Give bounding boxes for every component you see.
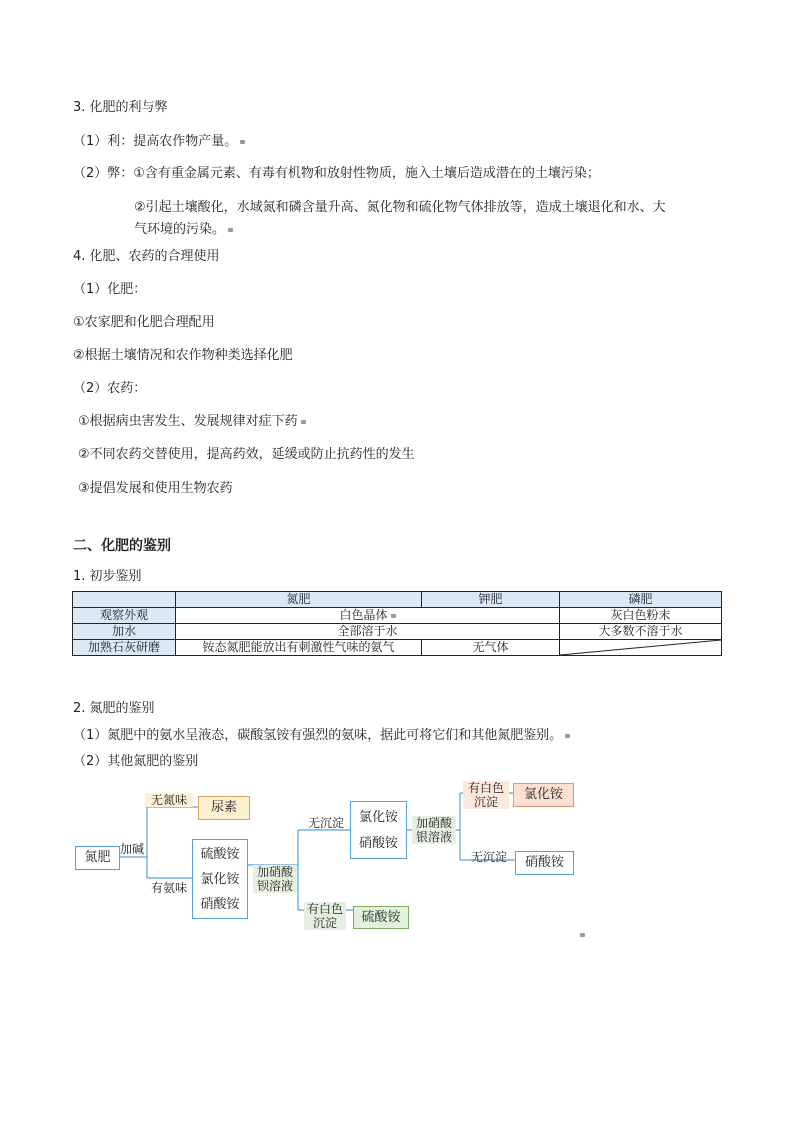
fertilizer-subtitle: （1）化肥： bbox=[73, 282, 147, 297]
flow-group1-item: 氯化铵 bbox=[200, 872, 240, 887]
row-label-appearance: 观察外观 bbox=[73, 608, 176, 624]
flow-label-no-precipitate-1: 无沉淀 bbox=[307, 816, 344, 830]
nitrogen-identification-title: 2. 氮肥的鉴别 bbox=[73, 701, 155, 716]
flow-node-ammonium-sulfate: 硫酸铵 bbox=[353, 906, 409, 929]
flow-node-ammonium-chloride: 氯化铵 bbox=[513, 783, 574, 807]
benefit-line: （1）利：提高农作物产量。 bbox=[73, 133, 245, 151]
harm-line-3: 气环境的污染。 bbox=[134, 221, 233, 239]
flow-group1-item: 硝酸铵 bbox=[200, 897, 240, 912]
flow-label-no-smell: 无氮味 bbox=[145, 793, 193, 807]
row-label-lime: 加熟石灰研磨 bbox=[73, 640, 176, 656]
nitrogen-p1: （1）氮肥中的氨水呈液态，碳酸氢铵有强烈的氨味，据此可将它们和其他氮肥鉴别。 bbox=[73, 727, 570, 745]
flow-start-nitrogen: 氮肥 bbox=[75, 846, 120, 870]
pesticide-item-1: ①根据病虫害发生、发展规律对症下药 bbox=[78, 413, 306, 431]
section3-title: 3. 化肥的利与弊 bbox=[73, 100, 168, 115]
fertilizer-item-2: ②根据土壤情况和农作物种类选择化肥 bbox=[73, 348, 293, 363]
pesticide-item-3: ③提倡发展和使用生物农药 bbox=[78, 481, 233, 496]
flow-label-no-precipitate-2: 无沉淀 bbox=[470, 850, 507, 864]
cell-water-p: 大多数不溶于水 bbox=[560, 624, 722, 640]
flow-label-white-precipitate-1: 有白色 沉淀 bbox=[304, 902, 346, 930]
nitrogen-p2: （2）其他氮肥的鉴别 bbox=[73, 754, 199, 769]
initial-identification-title: 1. 初步鉴别 bbox=[73, 569, 142, 584]
flow-label-white-precipitate-2: 有白色 沉淀 bbox=[463, 781, 509, 809]
pesticide-subtitle: （2）农药： bbox=[73, 381, 147, 396]
cell-lime-k: 无气体 bbox=[422, 640, 560, 656]
section4-title: 4. 化肥、农药的合理使用 bbox=[73, 249, 220, 264]
table-header-potassium: 钾肥 bbox=[422, 592, 560, 608]
flow-node-group1 bbox=[192, 839, 248, 919]
fertilizer-item-1: ①农家肥和化肥合理配用 bbox=[73, 315, 215, 330]
flow-group1-item: 硫酸铵 bbox=[200, 847, 240, 862]
pesticide-item-2: ②不同农药交替使用，提高药效，延缓或防止抗药性的发生 bbox=[78, 447, 415, 462]
flow-group2-item: 氯化铵 bbox=[358, 810, 398, 825]
cell-lime-n: 铵态氮肥能放出有刺激性气味的氨气 bbox=[176, 640, 422, 656]
flow-label-add-barium-nitrate: 加硝酸 钡溶液 bbox=[253, 865, 297, 893]
table-header-nitrogen: 氮肥 bbox=[176, 592, 422, 608]
flow-label-add-silver-nitrate: 加硝酸 银溶液 bbox=[412, 816, 456, 844]
flow-label-add-base: 加碱 bbox=[119, 842, 144, 856]
table-header-phosphorus: 磷肥 bbox=[560, 592, 722, 608]
flow-node-ammonium-nitrate: 硝酸铵 bbox=[515, 851, 574, 875]
cell-appearance-p: 灰白色粉末 bbox=[560, 608, 722, 624]
harm-line-1: （2）弊：①含有重金属元素、有毒有机物和放射性物质，施入土壤后造成潜在的土壤污染； bbox=[73, 166, 600, 181]
flow-node-urea: 尿素 bbox=[198, 796, 250, 820]
flow-node-group2 bbox=[350, 801, 407, 859]
flow-label-has-smell: 有氨味 bbox=[150, 881, 187, 895]
part2-title: 二、化肥的鉴别 bbox=[73, 538, 171, 554]
paragraph-mark-icon bbox=[580, 933, 585, 937]
cell-water-nk: 全部溶于水 bbox=[176, 624, 560, 640]
cell-appearance-nk: 白色晶体 bbox=[176, 608, 560, 624]
harm-line-2: ②引起土壤酸化，水域氮和磷含量升高、氮化物和硫化物气体排放等，造成土壤退化和水、大 bbox=[134, 200, 666, 215]
row-label-water: 加水 bbox=[73, 624, 176, 640]
flow-group2-item: 硝酸铵 bbox=[358, 836, 398, 851]
